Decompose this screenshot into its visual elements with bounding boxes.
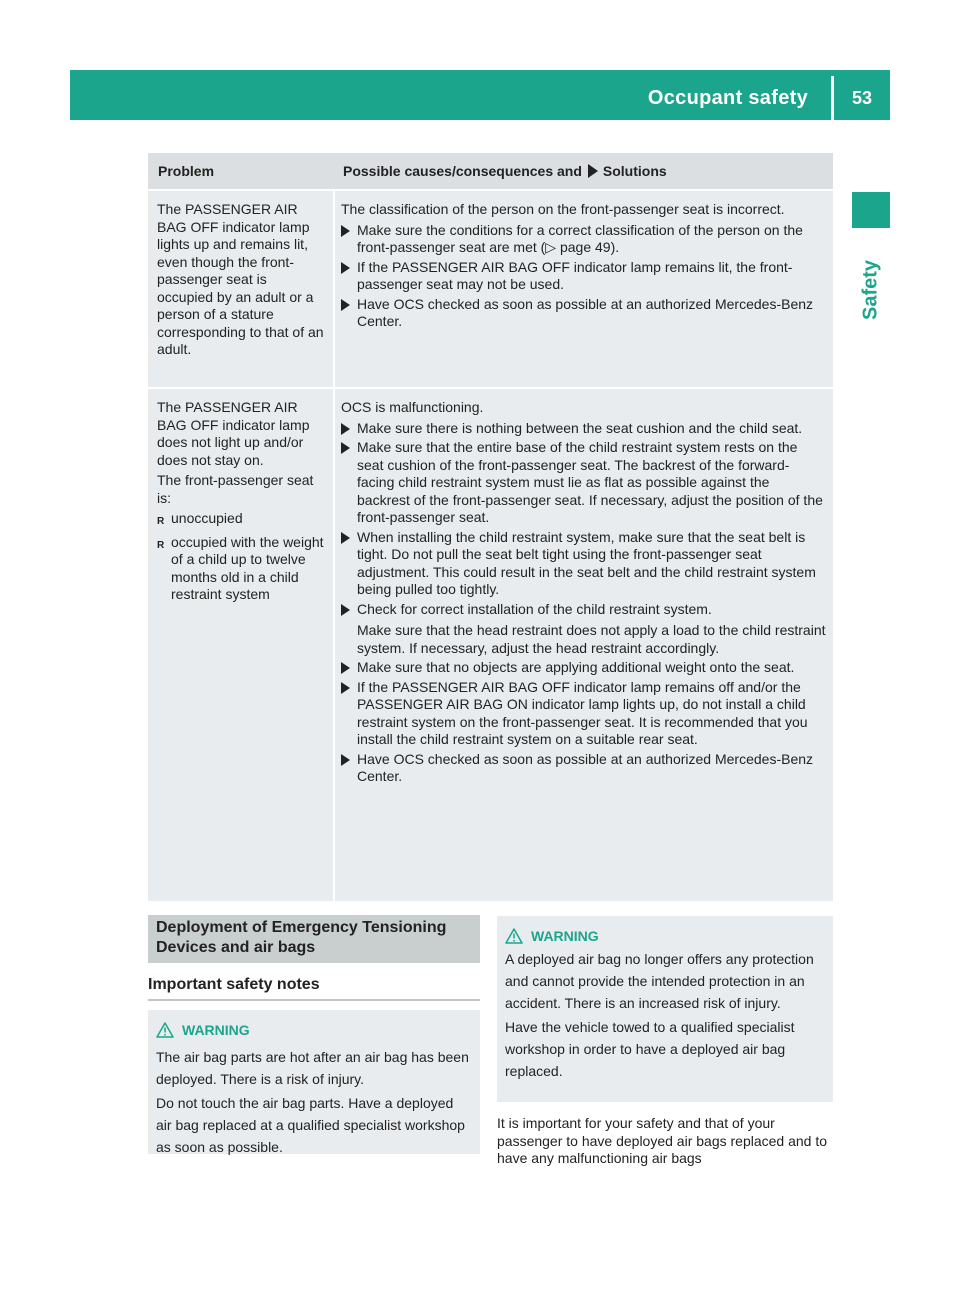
warning-box (148, 1010, 480, 1154)
warning-text: A deployed air bag no longer offers any protection and cannot provide the intended protection in an accident. There is an increased risk of injury. (505, 951, 814, 1011)
table-header-row (148, 153, 833, 189)
solution-step-note: Make sure that the head restraint does not apply a load to the child restraint system. If necessary, adjust the head restraint accordingly. (357, 622, 826, 656)
warning-label: WARNING (531, 928, 599, 944)
causes-cell (335, 389, 833, 901)
solution-step-text: Make sure there is nothing between the seat cushion and the child seat. (357, 419, 803, 436)
action-arrow-icon (341, 262, 350, 274)
solution-step (341, 601, 826, 658)
bullet-icon: R (157, 539, 165, 551)
section-heading: Deployment of Emergency Tensioning Devices and air bags (148, 915, 480, 963)
causes-cell (335, 191, 833, 387)
solution-step-text: Make sure the conditions for a correct classification of the person on the front-passenger seat are met (▷ page 49). (357, 221, 803, 255)
warning-triangle-icon (156, 1022, 174, 1038)
action-arrow-icon (341, 682, 350, 694)
subheading-divider (148, 999, 480, 1001)
page-header (70, 70, 890, 120)
body-paragraph: It is important for your safety and that of your passenger to have deployed air bags replaced and to have any malfunctioning air bags (497, 1115, 828, 1166)
warning-header (505, 926, 825, 946)
action-arrow-icon (341, 442, 350, 454)
solution-step-text: Make sure that no objects are applying additional weight onto the seat. (357, 659, 795, 675)
solution-step-content (357, 601, 826, 658)
solution-step-text: When installing the child restraint system, make sure that the seat belt is tight. Do not pull the seat belt tight using the front-passenger seat adjustment. This could result in the seat belt and the child restraint system being pulled too tightly. (357, 528, 816, 597)
warning-box (497, 916, 833, 1102)
page-number: 53 (851, 88, 873, 108)
warning-text: Do not touch the air bag parts. Have a deployed air bag replaced at a qualified specialist workshop as soon as possible. (156, 1095, 465, 1155)
action-arrow-icon (341, 225, 350, 237)
problem-text: The front-passenger seat is: (157, 472, 314, 506)
solution-step-text: Make sure that the entire base of the child restraint system rests on the seat cushion of the front-passenger seat. The backrest of the forward-facing child restraint system must lie as flat as possible against the backrest of the front-passenger seat. If necessary, adjust the position of the front-passenger seat. (357, 439, 823, 525)
solution-step (341, 751, 826, 786)
problem-cell: The PASSENGER AIR BAG OFF indicator lamp lights up and remains lit, even though the front-passenger seat is occupied by an adult or a person of a stature corresponding to that of an adult. (148, 191, 335, 387)
solution-step-text: Have OCS checked as soon as possible at an authorized Mercedes-Benz Center. (357, 295, 814, 329)
column-header-causes (335, 153, 833, 189)
table-row (148, 191, 833, 387)
solution-step-text: If the PASSENGER AIR BAG OFF indicator lamp remains off and/or the PASSENGER AIR BAG ON indicator lamp lights up, do not install a child restraint system on the front-passenger seat. It is recommended that you install the child restraint system on a suitable rear seat. (357, 678, 808, 747)
warning-label: WARNING (182, 1022, 250, 1038)
cause-text: The classification of the person on the front-passenger seat is incorrect. (341, 201, 785, 217)
action-arrow-icon (588, 164, 598, 178)
header-title: Occupant safety (647, 87, 808, 109)
problem-text: The PASSENGER AIR BAG OFF indicator lamp does not light up and/or does not stay on. (157, 399, 310, 468)
solution-step-text: Check for correct installation of the child restraint system. (357, 600, 712, 617)
column-header-causes-text: Possible causes/consequences and (343, 163, 582, 179)
side-tab-marker (852, 192, 890, 228)
solution-step (341, 259, 826, 294)
warning-header (156, 1020, 472, 1040)
side-tab (847, 240, 895, 340)
troubleshooting-table (148, 153, 833, 901)
action-arrow-icon (341, 604, 350, 616)
warning-triangle-icon (505, 928, 523, 944)
list-item (157, 510, 326, 531)
solution-step-text: If the PASSENGER AIR BAG OFF indicator lamp remains lit, the front-passenger seat may not be used. (357, 258, 793, 292)
list-item-text: unoccupied (171, 510, 243, 526)
side-tab-label: Safety (859, 259, 882, 321)
list-item (157, 534, 326, 604)
bullet-icon: R (157, 516, 165, 527)
table-row (148, 389, 833, 901)
column-header-problem: Problem (158, 163, 215, 179)
subheading: Important safety notes (148, 976, 320, 993)
list-item-text: occupied with the weight of a child up to twelve months old in a child restraint system (171, 533, 324, 602)
cause-text: OCS is malfunctioning. (341, 399, 484, 415)
action-arrow-icon (341, 423, 350, 435)
solution-step (341, 439, 826, 527)
solution-step (341, 529, 826, 599)
action-arrow-icon (341, 662, 350, 674)
action-arrow-icon (341, 532, 350, 544)
solution-step-text: Have OCS checked as soon as possible at an authorized Mercedes-Benz Center. (357, 750, 814, 784)
solution-step (341, 222, 826, 257)
solution-step (341, 296, 826, 331)
warning-text: Have the vehicle towed to a qualified specialist workshop in order to have a deployed air bag replaced. (505, 1019, 795, 1079)
warning-text: The air bag parts are hot after an air bag has been deployed. There is a risk of injury. (156, 1049, 469, 1087)
problem-cell (148, 389, 335, 901)
solution-step (341, 659, 826, 677)
solution-step (341, 420, 826, 438)
solution-step (341, 679, 826, 749)
column-header-solutions-text: Solutions (602, 163, 667, 179)
action-arrow-icon (341, 754, 350, 766)
action-arrow-icon (341, 299, 350, 311)
